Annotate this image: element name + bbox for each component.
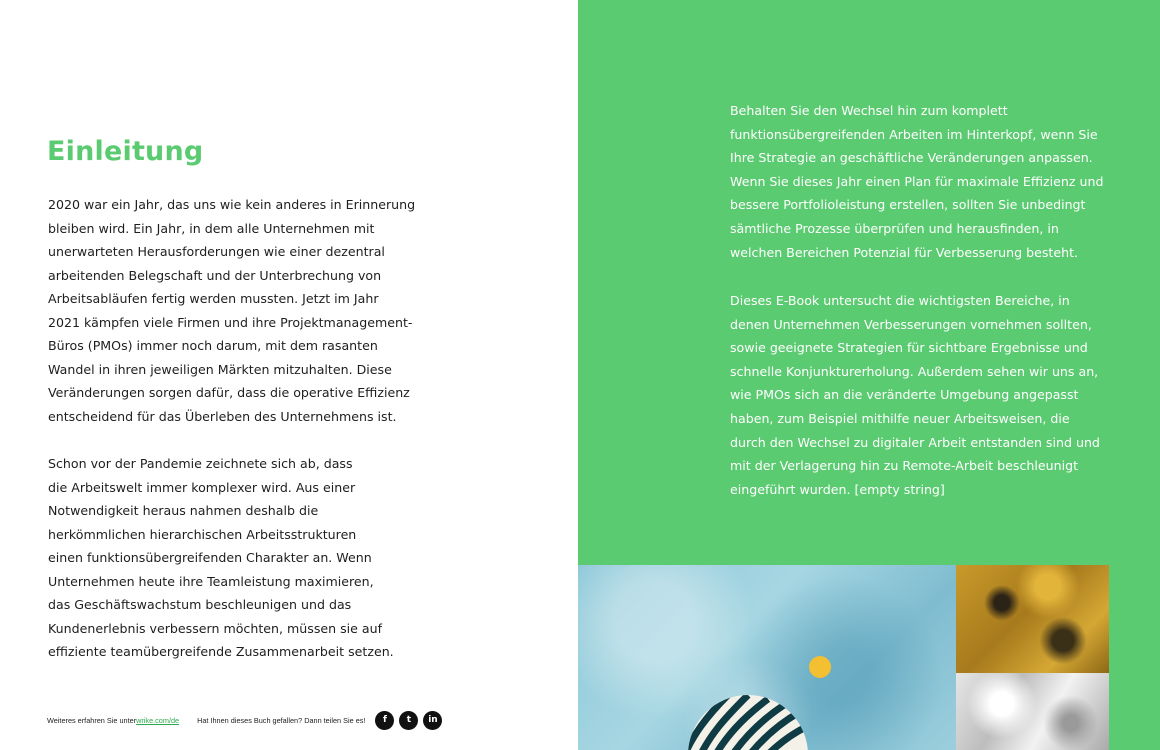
right-paragraph-2: Dieses E-Book untersucht die wichtigsten Bereiche, in denen Unternehmen Verbesserungen vornehmen sollten, sowie geeignete Strategien für sichtbare Ergebnisse und schnelle Konjunkturerholung. Außerdem sehen wir uns an, wie PMOs sich an die veränderte Umgebung angepasst haben, zum Beispiel mithilfe neuer Arbeitsweisen, die durch den Wechsel zu digitaler Arbeit entstanden sind und mit der Verlagerung hin zu Remote-Arbeit beschleunigt eingeführt wurden. [empty string] xyxy=(730,293,1100,497)
social-share xyxy=(375,711,442,730)
abstract-marble-texture xyxy=(956,673,1109,750)
linkedin-icon[interactable]: in xyxy=(423,711,442,730)
yellow-dot xyxy=(809,656,831,678)
share-prompt: Hat Ihnen dieses Buch gefallen? Dann teilen Sie es! xyxy=(197,715,366,725)
footer xyxy=(47,709,442,731)
learn-more-text: Weiteres erfahren Sie unter xyxy=(47,715,137,725)
decorative-artwork xyxy=(578,565,956,750)
left-page xyxy=(0,0,578,750)
right-paragraph-1: Behalten Sie den Wechsel hin zum komplett funktionsübergreifenden Arbeiten im Hinterkopf, wenn Sie Ihre Strategie an geschäftliche Veränderungen anpassen. Wenn Sie dieses Jahr einen Plan für maximale Effizienz und bessere Portfolioleistung erstellen, sollten Sie unbedingt sämtliche Prozesse überprüfen und herausfinden, in welchen Bereichen Potenzial für Verbesserung besteht. xyxy=(730,103,1104,260)
intro-paragraph-1: 2020 war ein Jahr, das uns wie kein anderes in Erinnerung bleiben wird. Ein Jahr, in dem alle Unternehmen mit unerwarteten Herausforderungen wie einer dezentral arbeitenden Belegschaft und der Unterbrechung von Arbeitsabläufen fertig werden mussten. Jetzt im Jahr 2021 kämpfen viele Firmen und ihre Projektmanagement- Büros (PMOs) immer noch darum, mit dem rasanten Wandel in ihren jeweiligen Märkten mitzuhalten. Diese Veränderungen sorgen dafür, dass die operative Effizienz entscheidend für das Überleben des Unternehmens ist. xyxy=(48,197,416,424)
page-heading: Einleitung xyxy=(47,136,204,167)
twitter-icon[interactable]: t xyxy=(399,711,418,730)
abstract-gold-texture xyxy=(956,565,1109,673)
facebook-icon[interactable]: f xyxy=(375,711,394,730)
wrike-link[interactable]: wrike.com/de xyxy=(136,715,180,725)
striped-circle xyxy=(678,685,818,750)
right-page xyxy=(578,0,1160,750)
intro-paragraph-2: Schon vor der Pandemie zeichnete sich ab, dass die Arbeitswelt immer komplexer wird. Aus einer Notwendigkeit heraus nahmen deshalb die herkömmlichen hierarchischen Arbeitsstrukturen einen funktionsübergreifenden Charakter an. Wenn Unternehmen heute ihre Teamleistung maximieren, das Geschäftswachstum beschleunigen und das Kundenerlebnis verbessern möchten, müssen sie auf effiziente teamübergreifende Zusammenarbeit setzen. xyxy=(48,456,394,659)
